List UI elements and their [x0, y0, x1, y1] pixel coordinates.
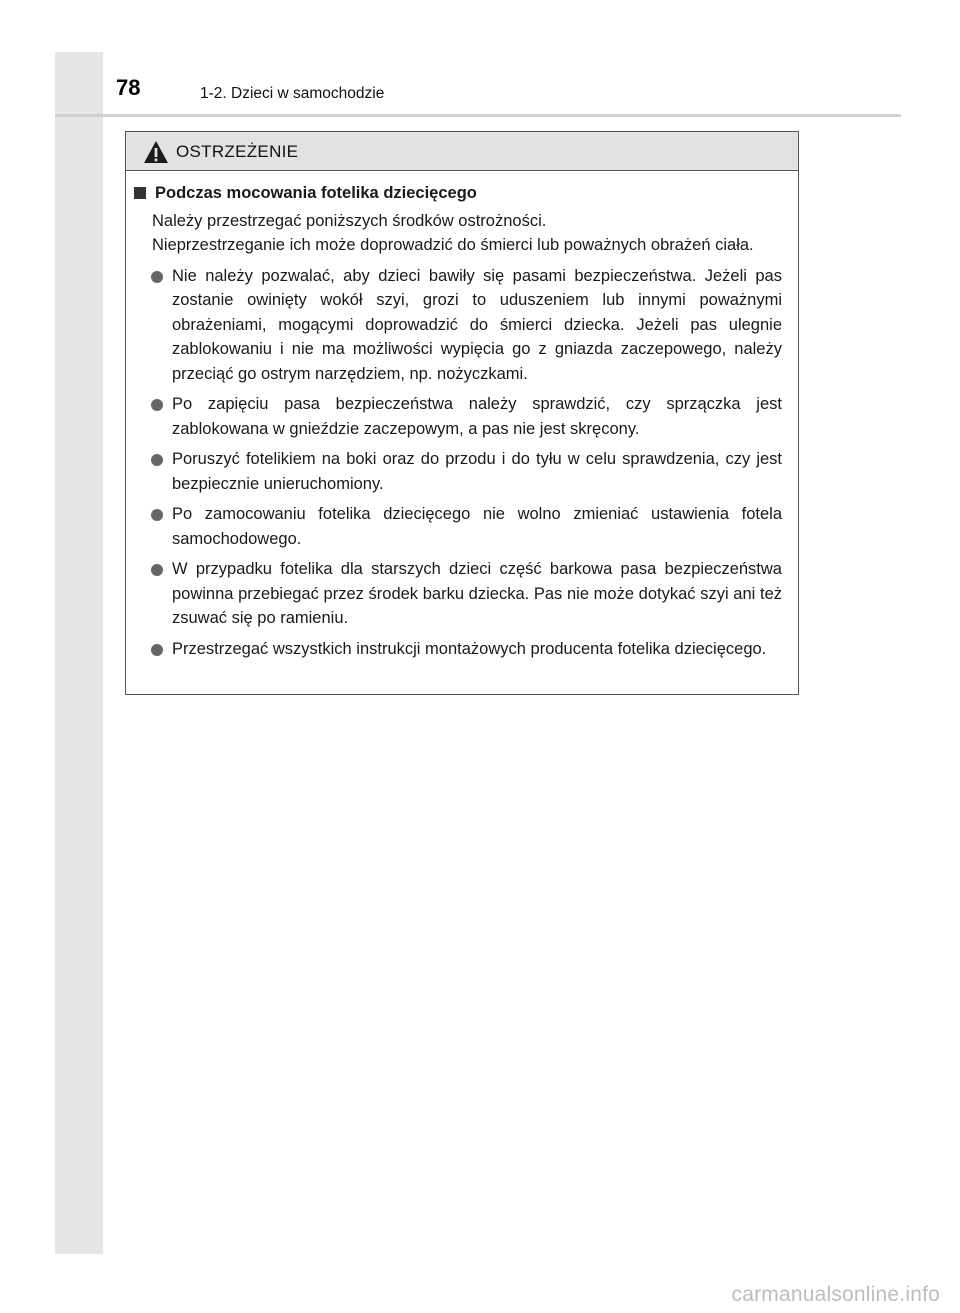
page-number: 78 [116, 75, 141, 100]
warning-title: OSTRZEŻENIE [176, 142, 299, 161]
intro-line: Nieprzestrzeganie ich może doprowadzić do śmierci lub poważnych obrażeń ciała. [152, 236, 754, 254]
bullet-item [134, 557, 782, 631]
header-divider [55, 114, 901, 117]
circle-bullet-icon [151, 564, 163, 576]
warning-intro [152, 209, 782, 258]
circle-bullet-icon [151, 644, 163, 656]
warning-box [125, 131, 799, 695]
circle-bullet-icon [151, 454, 163, 466]
bullet-text: Po zamocowaniu fotelika dziecięcego nie wolno zmieniać ustawienia fotela samochodowego. [172, 505, 782, 548]
intro-line: Należy przestrzegać poniższych środków ostrożności. [152, 211, 547, 230]
warning-subheading [134, 181, 782, 206]
bullet-text: Po zapięciu pasa bezpieczeństwa należy sprawdzić, czy sprzączka jest zablokowana w gnieździe zaczepowym, a pas nie jest skręcony. [172, 395, 782, 438]
bullet-text: Nie należy pozwalać, aby dzieci bawiły się pasami bezpieczeństwa. Jeżeli pas zostanie owinięty wokół szyi, grozi to uduszeniem lub innymi poważnymi obrażeniami, mogącymi doprowadzić do śmierci dziecka. Jeżeli pas ulegnie zablokowaniu i nie ma możliwości wypięcia go z gniazda zaczepowego, należy przeciąć go ostrym narzędziem, np. nożyczkami. [172, 266, 782, 383]
watermark: carmanualsonline.info [731, 1283, 940, 1306]
warning-bullet-list [134, 264, 782, 662]
bullet-item [134, 264, 782, 387]
bullet-item [134, 502, 782, 551]
bullet-text: W przypadku fotelika dla starszych dzieci część barkowa pasa bezpieczeństwa powinna przebiegać przez środek barku dziecka. Pas nie może dotykać szyi ani też zsuwać się po ramieniu. [172, 560, 782, 627]
bullet-item [134, 392, 782, 441]
warning-body [126, 171, 798, 661]
bullet-text: Poruszyć fotelikiem na boki oraz do przodu i do tyłu w celu sprawdzenia, czy jest bezpiecznie unieruchomiony. [172, 450, 782, 493]
warning-subheading-text: Podczas mocowania fotelika dziecięcego [155, 184, 477, 202]
page-header [55, 52, 901, 114]
bullet-item [134, 447, 782, 496]
square-bullet-icon [134, 187, 146, 199]
circle-bullet-icon [151, 271, 163, 283]
page-side-strip [55, 52, 103, 1254]
bullet-item [134, 637, 782, 662]
warning-header [126, 132, 798, 171]
warning-triangle-icon [143, 140, 169, 164]
section-title: 1-2. Dzieci w samochodzie [200, 85, 385, 102]
circle-bullet-icon [151, 399, 163, 411]
circle-bullet-icon [151, 509, 163, 521]
bullet-text: Przestrzegać wszystkich instrukcji montażowych producenta fotelika dziecięcego. [172, 639, 767, 658]
